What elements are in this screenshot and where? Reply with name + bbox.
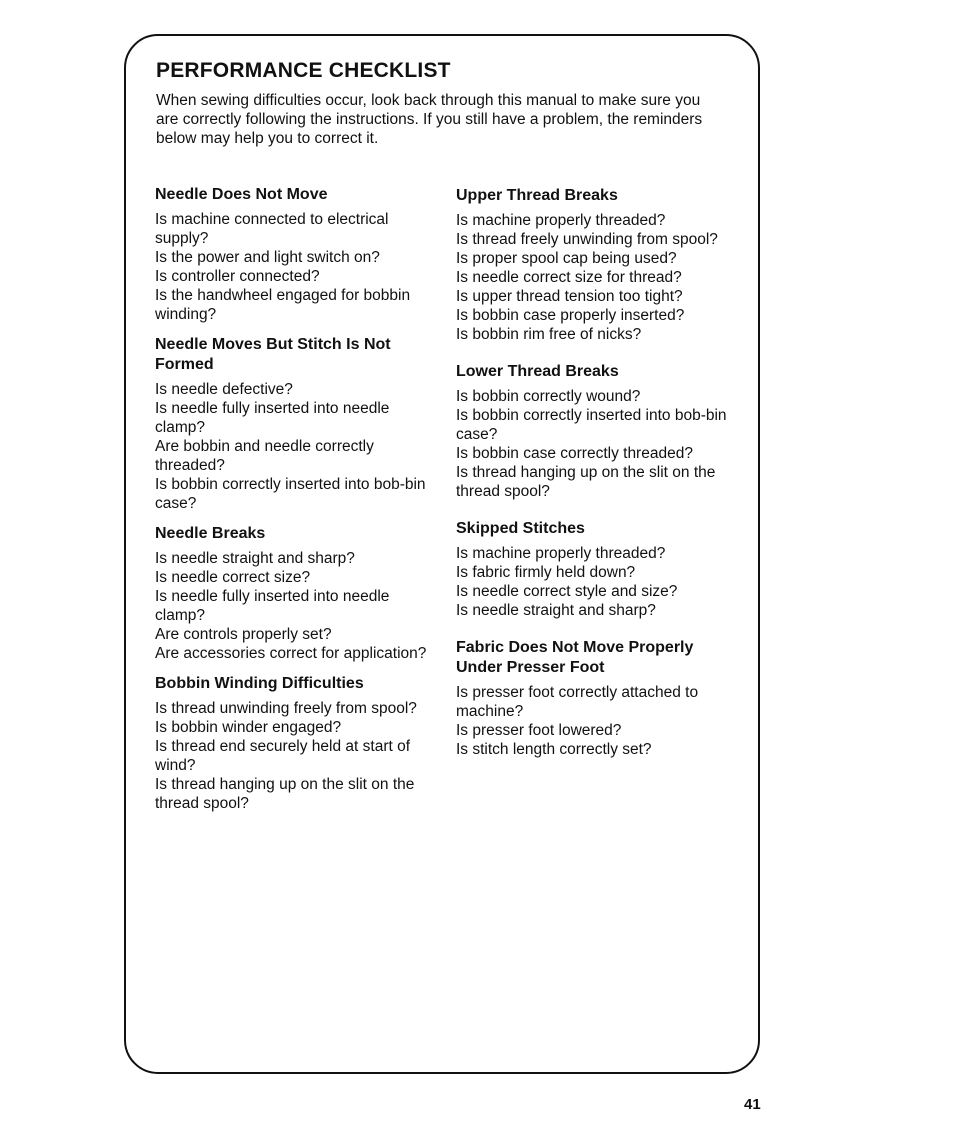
checklist-item: Is bobbin correctly wound? — [456, 388, 641, 405]
checklist-item: Is bobbin case correctly threaded? — [456, 445, 693, 462]
checklist-item: Is needle correct size for thread? — [456, 269, 682, 286]
checklist-item: Is controller connected? — [155, 268, 320, 285]
checklist-item: Is needle defective? — [155, 381, 293, 398]
intro-paragraph: When sewing difficulties occur, look back through this manual to make sure you are correctly following the instructions. If you still have a problem, the reminders below may help you to correct it. — [156, 92, 703, 147]
page-title: PERFORMANCE CHECKLIST — [156, 59, 451, 82]
checklist-item: Is thread freely unwinding from spool? — [456, 231, 718, 248]
checklist-item: Is needle correct size? — [155, 569, 311, 586]
section-needle-does-not-move — [155, 185, 440, 324]
section-heading: Bobbin Winding Difficulties — [155, 675, 364, 692]
checklist-item: Is needle correct style and size? — [456, 583, 678, 600]
checklist-item: Is machine connected to electrical supply? — [155, 211, 389, 247]
section-heading: Skipped Stitches — [456, 520, 585, 537]
checklist-item: Is thread end securely held at start of wind? — [155, 738, 411, 774]
left-column — [155, 185, 440, 824]
right-column — [456, 186, 741, 777]
section-heading: Lower Thread Breaks — [456, 363, 619, 380]
section-lower-thread-breaks — [456, 362, 741, 501]
checklist-item: Is upper thread tension too tight? — [456, 288, 683, 305]
checklist-item: Is thread hanging up on the slit on the thread spool? — [155, 776, 415, 812]
checklist-item: Is needle straight and sharp? — [155, 550, 355, 567]
checklist-item: Is machine properly threaded? — [456, 212, 666, 229]
checklist-item: Is proper spool cap being used? — [456, 250, 677, 267]
checklist-item: Is bobbin correctly inserted into bob-bin case? — [456, 407, 727, 443]
checklist-item: Is stitch length correctly set? — [456, 741, 652, 758]
section-heading: Upper Thread Breaks — [456, 187, 618, 204]
section-heading: Fabric Does Not Move Properly Under Presser Foot — [456, 639, 694, 676]
checklist-item: Is needle fully inserted into needle clamp? — [155, 588, 390, 624]
checklist-item: Is the handwheel engaged for bobbin winding? — [155, 287, 411, 323]
section-heading: Needle Moves But Stitch Is Not Formed — [155, 336, 391, 373]
checklist-item: Is thread unwinding freely from spool? — [155, 700, 417, 717]
checklist-item: Is fabric firmly held down? — [456, 564, 636, 581]
checklist-item: Is bobbin winder engaged? — [155, 719, 342, 736]
checklist-item: Is needle straight and sharp? — [456, 602, 656, 619]
checklist-item: Is bobbin correctly inserted into bob-bin case? — [155, 476, 426, 512]
checklist-item: Is the power and light switch on? — [155, 249, 380, 266]
checklist-item: Is presser foot lowered? — [456, 722, 622, 739]
checklist-item: Is presser foot correctly attached to machine? — [456, 684, 699, 720]
section-heading: Needle Breaks — [155, 525, 266, 542]
section-fabric-does-not-move — [456, 638, 741, 759]
checklist-item: Is needle fully inserted into needle clamp? — [155, 400, 390, 436]
checklist-item: Are controls properly set? — [155, 626, 332, 643]
checklist-item: Is bobbin rim free of nicks? — [456, 326, 642, 343]
page-number: 41 — [744, 1096, 761, 1113]
section-needle-moves-but-stitch-not-formed — [155, 335, 440, 513]
checklist-item: Is thread hanging up on the slit on the thread spool? — [456, 464, 716, 500]
section-skipped-stitches — [456, 519, 741, 620]
section-heading: Needle Does Not Move — [155, 186, 328, 203]
checklist-item: Is bobbin case properly inserted? — [456, 307, 685, 324]
checklist-item: Are bobbin and needle correctly threaded? — [155, 438, 374, 474]
section-needle-breaks — [155, 524, 440, 663]
section-upper-thread-breaks — [456, 186, 741, 344]
section-bobbin-winding-difficulties — [155, 674, 440, 813]
checklist-item: Are accessories correct for application? — [155, 645, 427, 662]
checklist-item: Is machine properly threaded? — [456, 545, 666, 562]
